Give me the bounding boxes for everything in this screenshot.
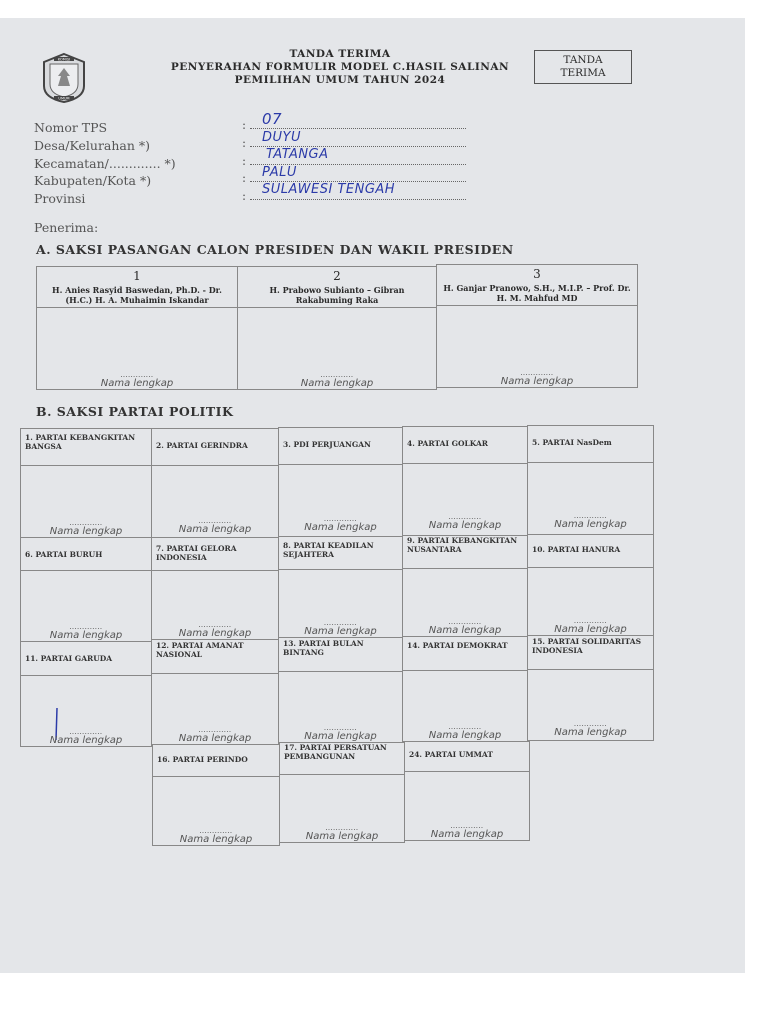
dots: ............. xyxy=(69,518,103,527)
party-11-name: 11. PARTAI GARUDA xyxy=(25,654,113,663)
name-label: Nama lengkap xyxy=(178,733,252,744)
dots: ............. xyxy=(520,368,554,377)
party-24-name: 24. PARTAI UMMAT xyxy=(409,750,493,759)
dots: ............. xyxy=(198,620,232,629)
party-9-signature-box xyxy=(402,568,528,637)
name-field xyxy=(238,372,436,389)
field-label-tps: Nomor TPS xyxy=(34,120,108,135)
stamp-line-2: TERIMA xyxy=(560,67,606,79)
dots: ............. xyxy=(69,622,103,631)
dots: ............. xyxy=(573,616,608,625)
name-label: Nama lengkap xyxy=(428,625,502,636)
candidate-3-number: 3 xyxy=(533,267,541,281)
party-5-header xyxy=(527,425,654,463)
name-field xyxy=(403,619,527,636)
party-17-signature-box xyxy=(279,774,405,843)
name-field xyxy=(280,825,404,842)
logo-top-text: KOMISI xyxy=(57,57,71,62)
title-line-3: PEMILIHAN UMUM TAHUN 2024 xyxy=(234,74,446,86)
party-1-signature-box xyxy=(20,465,152,538)
party-3-name: 3. PDI PERJUANGAN xyxy=(283,440,371,449)
party-2-name: 2. PARTAI GERINDRA xyxy=(156,441,248,450)
name-field xyxy=(37,372,237,389)
candidate-1-number: 1 xyxy=(133,269,141,283)
dots: ............. xyxy=(199,826,233,835)
party-14-header xyxy=(402,636,528,671)
dots: ............. xyxy=(448,722,482,731)
name-label: Nama lengkap xyxy=(178,628,252,639)
name-label: Nama lengkap xyxy=(300,378,374,389)
dots: ............. xyxy=(198,725,232,734)
colon-2: : xyxy=(242,136,247,150)
party-6-signature-box xyxy=(20,570,152,642)
party-12-name: 12. PARTAI AMANAT NASIONAL xyxy=(156,641,244,659)
party-16-header xyxy=(152,744,280,777)
party-11-header xyxy=(20,641,152,676)
name-label: Nama lengkap xyxy=(500,376,574,387)
dots: ............. xyxy=(448,512,482,521)
party-14-name: 14. PARTAI DEMOKRAT xyxy=(407,641,508,650)
dots: ............. xyxy=(325,823,359,832)
colon-5: : xyxy=(242,189,247,203)
name-label: Nama lengkap xyxy=(49,630,123,641)
party-8-signature-box xyxy=(278,569,403,638)
candidate-2-number: 2 xyxy=(333,269,341,283)
name-field xyxy=(21,624,151,641)
party-7-signature-box xyxy=(151,570,279,640)
name-field xyxy=(21,520,151,537)
dots: ............. xyxy=(323,723,358,732)
party-16-signature-box xyxy=(152,776,280,846)
party-7-header xyxy=(151,537,279,571)
party-1-name: 1. PARTAI KEBANGKITAN BANGSA xyxy=(25,433,136,451)
dots: ............. xyxy=(323,618,358,627)
party-15-signature-box xyxy=(527,669,654,741)
name-label: Nama lengkap xyxy=(178,524,252,535)
name-field xyxy=(405,823,529,840)
party-17-header xyxy=(279,742,405,775)
party-6-name: 6. PARTAI BURUH xyxy=(25,550,103,559)
logo-bottom-text: UMUM xyxy=(58,96,70,101)
name-field xyxy=(279,516,402,533)
party-13-signature-box xyxy=(278,671,403,743)
dots: ............. xyxy=(323,514,358,523)
dots: ............. xyxy=(573,511,608,520)
party-12-signature-box xyxy=(151,673,279,745)
field-value-kecamatan: TATANGA xyxy=(266,147,329,162)
name-label: Nama lengkap xyxy=(304,731,377,742)
name-field xyxy=(528,618,653,635)
name-label: Nama lengkap xyxy=(428,520,502,531)
tanda-terima-box xyxy=(534,50,632,84)
name-label: Nama lengkap xyxy=(49,526,123,537)
party-5-signature-box xyxy=(527,462,654,535)
penerima-label: Penerima: xyxy=(34,220,99,235)
party-4-name: 4. PARTAI GOLKAR xyxy=(407,439,489,448)
party-7-name: 7. PARTAI GELORA INDONESIA xyxy=(156,544,237,562)
party-17-name: 17. PARTAI PERSATUAN PEMBANGUNAN xyxy=(284,743,387,761)
title-line-1: TANDA TERIMA xyxy=(289,48,391,60)
stamp-line-1: TANDA xyxy=(563,54,603,66)
dots: ............. xyxy=(120,370,154,379)
candidate-3-signature-box xyxy=(436,305,638,388)
party-5-name: 5. PARTAI NasDem xyxy=(532,438,612,447)
name-label: Nama lengkap xyxy=(179,834,253,845)
party-11-signature-box xyxy=(20,675,152,747)
party-14-signature-box xyxy=(402,670,528,742)
field-label-kabupaten: Kabupaten/Kota *) xyxy=(34,173,152,188)
name-label: Nama lengkap xyxy=(304,522,377,533)
candidate-3-name: H. Ganjar Pranowo, S.H., M.I.P. – Prof. Dr. H. M. Mahfud MD xyxy=(443,283,631,303)
field-value-desa: DUYU xyxy=(262,130,301,145)
party-24-signature-box xyxy=(404,771,530,841)
field-line-1 xyxy=(250,118,466,129)
field-label-desa: Desa/Kelurahan *) xyxy=(34,138,151,153)
name-field xyxy=(152,518,278,535)
party-16-name: 16. PARTAI PERINDO xyxy=(157,755,248,764)
section-a-heading: A. SAKSI PASANGAN CALON PRESIDEN DAN WAKIL PRESIDEN xyxy=(36,242,514,257)
name-field xyxy=(153,828,279,845)
name-field xyxy=(403,724,527,741)
party-4-header xyxy=(402,426,528,464)
name-label: Nama lengkap xyxy=(554,624,627,635)
party-6-header xyxy=(20,537,152,571)
title-line-2: PENYERAHAN FORMULIR MODEL C.HASIL SALINAN xyxy=(170,61,510,73)
party-3-header xyxy=(278,427,403,465)
party-8-name: 8. PARTAI KEADILAN SEJAHTERA xyxy=(283,541,374,559)
field-value-kabupaten: PALU xyxy=(262,165,297,180)
name-label: Nama lengkap xyxy=(100,378,174,389)
name-label: Nama lengkap xyxy=(49,735,123,746)
party-8-header xyxy=(278,536,403,570)
party-2-header xyxy=(151,428,279,466)
candidate-1-name: H. Anies Rasyid Baswedan, Ph.D. - Dr. (H.C.) H. A. Muhaimin Iskandar xyxy=(52,285,222,305)
party-4-signature-box xyxy=(402,463,528,536)
candidate-2-signature-box xyxy=(237,307,437,390)
name-label: Nama lengkap xyxy=(304,626,377,637)
party-15-header xyxy=(527,635,654,670)
party-10-header xyxy=(527,534,654,568)
party-3-signature-box xyxy=(278,464,403,537)
party-9-name: 9. PARTAI KEBANGKITAN NUSANTARA xyxy=(407,536,518,554)
name-field xyxy=(528,721,653,738)
dots: ............. xyxy=(320,370,354,379)
candidate-2-header xyxy=(237,266,437,308)
dots: ............. xyxy=(450,821,484,830)
dots: ............. xyxy=(448,617,482,626)
party-12-header xyxy=(151,639,279,674)
name-label: Nama lengkap xyxy=(430,829,504,840)
colon-4: : xyxy=(242,171,247,185)
party-10-signature-box xyxy=(527,567,654,636)
dots: ............. xyxy=(573,719,608,728)
kpu-logo xyxy=(40,52,88,104)
name-field xyxy=(279,620,402,637)
name-field xyxy=(152,727,278,744)
field-label-kecamatan: Kecamatan/............. *) xyxy=(34,156,176,171)
dots: ............. xyxy=(69,727,103,736)
section-b-heading: B. SAKSI PARTAI POLITIK xyxy=(36,404,234,419)
name-field xyxy=(152,622,278,639)
candidate-1-signature-box xyxy=(36,307,238,390)
party-2-signature-box xyxy=(151,465,279,538)
colon-1: : xyxy=(242,118,247,132)
party-24-header xyxy=(404,741,530,772)
dots: ............. xyxy=(198,516,232,525)
party-1-header xyxy=(20,428,152,466)
party-9-header xyxy=(402,535,528,569)
colon-3: : xyxy=(242,154,247,168)
name-label: Nama lengkap xyxy=(554,727,627,738)
name-field xyxy=(437,370,637,387)
name-field xyxy=(279,725,402,742)
field-value-tps: 07 xyxy=(262,110,283,128)
name-field xyxy=(21,729,151,746)
field-value-provinsi: SULAWESI TENGAH xyxy=(262,182,396,197)
name-field xyxy=(528,513,653,530)
name-field xyxy=(403,514,527,531)
candidate-1-header xyxy=(36,266,238,308)
name-label: Nama lengkap xyxy=(554,519,627,530)
candidate-2-name: H. Prabowo Subianto – Gibran Rakabuming Raka xyxy=(269,285,405,305)
party-15-name: 15. PARTAI SOLIDARITAS INDONESIA xyxy=(532,637,641,655)
name-label: Nama lengkap xyxy=(428,730,502,741)
name-label: Nama lengkap xyxy=(305,831,379,842)
field-label-provinsi: Provinsi xyxy=(34,191,86,206)
document-title xyxy=(160,48,520,87)
candidate-3-header xyxy=(436,264,638,306)
party-13-name: 13. PARTAI BULAN BINTANG xyxy=(283,639,364,657)
party-13-header xyxy=(278,637,403,672)
party-10-name: 10. PARTAI HANURA xyxy=(532,545,621,554)
